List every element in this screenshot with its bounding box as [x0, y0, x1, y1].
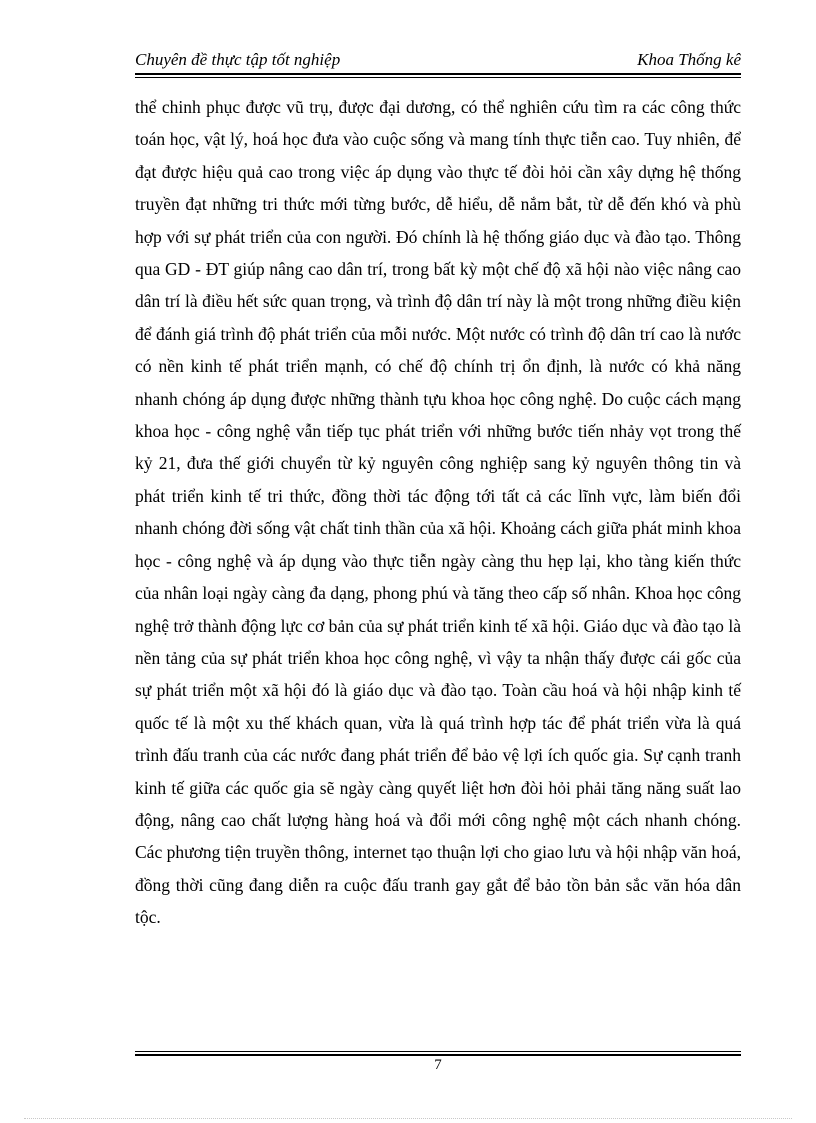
body-paragraph: thể chinh phục được vũ trụ, được đại dương, có thể nghiên cứu tìm ra các công thức toán học, vật lý, hoá học đưa vào cuộc sống và mang tính thực tiễn cao. Tuy nhiên, để đạt được hiệu quả cao trong việc áp dụng vào thực tế đòi hỏi cần xây dựng hệ thống truyền đạt những tri thức mới từng bước, dễ hiểu, dễ nắm bắt, từ dễ đến khó và phù hợp với sự phát triển của con người. Đó chính là hệ thống giáo dục và đào tạo. Thông qua GD - ĐT giúp nâng cao dân trí, trong bất kỳ một chế độ xã hội nào việc nâng cao dân trí là điều hết sức quan trọng, và trình độ dân trí này là một trong những điều kiện để đánh giá trình độ phát triển của mỗi nước. Một nước có trình độ dân trí cao là nước có nền kinh tế phát triển mạnh, có chế độ chính trị ổn định, là nước có khả năng nhanh chóng áp dụng được những thành tựu khoa học công nghệ. Do cuộc cách mạng khoa học - công nghệ vẫn tiếp tục phát triển với những bước tiến nhảy vọt trong thế kỷ 21, đưa thế giới chuyển từ kỷ nguyên công nghiệp sang kỷ nguyên thông tin và phát triển kinh tế tri thức, đồng thời tác động tới tất cả các lĩnh vực, làm biến đổi nhanh chóng đời sống vật chất tinh thần của xã hội. Khoảng cách giữa phát minh khoa học - công nghệ và áp dụng vào thực tiễn ngày càng thu hẹp lại, kho tàng kiến thức của nhân loại ngày càng đa dạng, phong phú và tăng theo cấp số nhân. Khoa học công nghệ trở thành động lực cơ bản của sự phát triển kinh tế xã hội. Giáo dục và đào tạo là nền tảng của sự phát triển khoa học công nghệ, vì vậy ta nhận thấy được cái gốc của sự phát triển một xã hội đó là giáo dục và đào tạo. Toàn cầu hoá và hội nhập kinh tế quốc tế là một xu thế khách quan, vừa là quá trình hợp tác để phát triển vừa là quá trình đấu tranh của các nước đang phát triển để bảo vệ lợi ích quốc gia. Sự cạnh tranh kinh tế giữa các quốc gia sẽ ngày càng quyết liệt hơn đòi hỏi phải tăng năng suất lao động, nâng cao chất lượng hàng hoá và đổi mới công nghệ một cách nhanh chóng. Các phương tiện truyền thông, internet tạo thuận lợi cho giao lưu và hội nhập văn hoá, đồng thời cũng đang diễn ra cuộc đấu tranh gay gắt để bảo tồn bản sắc văn hóa dân tộc. — [135, 97, 741, 928]
page-number: 7 — [434, 1057, 442, 1073]
header-department: Khoa Thống kê — [637, 50, 741, 69]
header-rule — [135, 73, 741, 75]
page-header — [135, 48, 741, 72]
header-rule-secondary — [135, 77, 741, 78]
footer-rule — [135, 1051, 741, 1052]
header-document-title: Chuyên đề thực tập tốt nghiệp — [135, 50, 341, 69]
page-bottom-divider — [24, 1118, 792, 1119]
